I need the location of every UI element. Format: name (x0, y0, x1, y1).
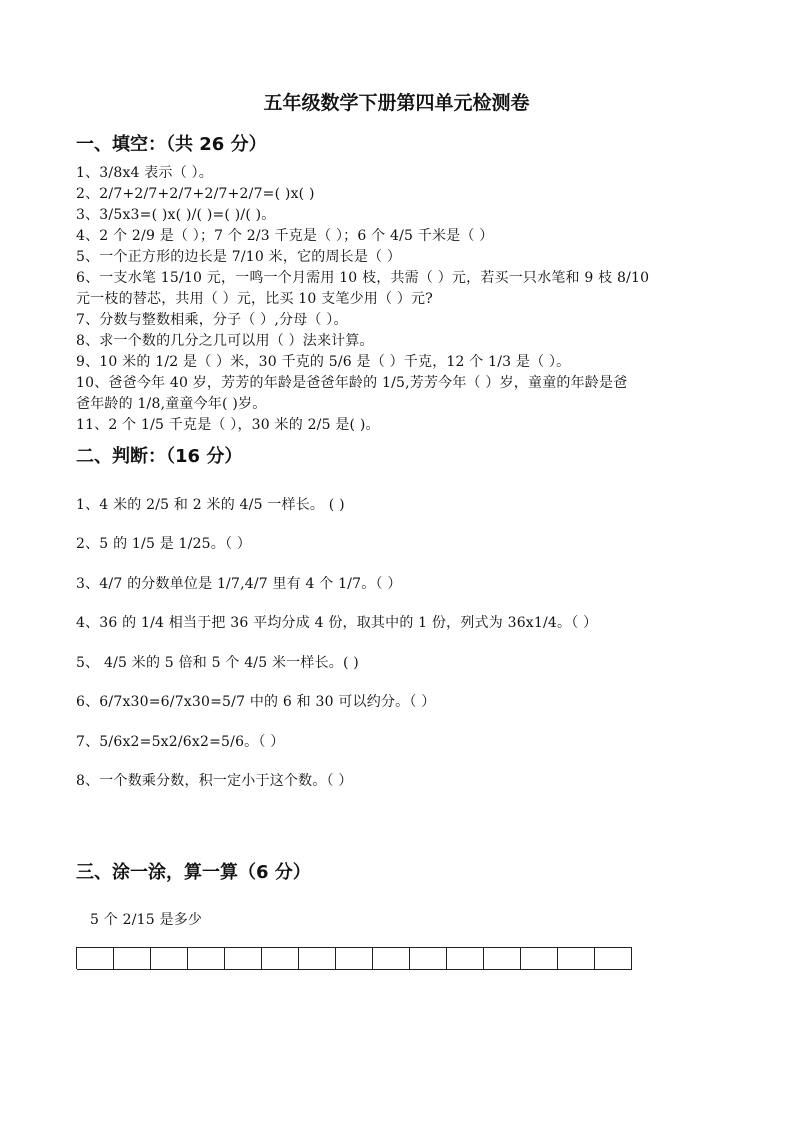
grid-cell[interactable] (188, 947, 225, 970)
grid-cell[interactable] (77, 947, 114, 970)
question-line: 6、一支水笔 15/10 元，一鸣一个月需用 10 枝，共需（ ）元，若买一只水笔和 9 枝 8/10 (76, 270, 650, 286)
grid-cell[interactable] (558, 947, 595, 970)
grid-cell[interactable] (262, 947, 299, 970)
question-line: 5、一个正方形的边长是 7/10 米，它的周长是（ ） (76, 249, 402, 265)
grid-cell[interactable] (336, 947, 373, 970)
grid-cell[interactable] (595, 947, 632, 970)
grid-cell[interactable] (521, 947, 558, 970)
question-line: 3、3/5x3=( )x( )/( )=( )/( )。 (76, 207, 276, 223)
judgment-item: 2、5 的 1/5 是 1/25。（ ） (76, 536, 252, 552)
question-line: 7、分数与整数相乘，分子（ ）,分母（ ）。 (76, 312, 348, 328)
judgment-item: 1、4 米的 2/5 和 2 米的 4/5 一样长。 ( ) (76, 497, 345, 513)
question-line: 爸年龄的 1/8,童童今年( )岁。 (76, 396, 267, 412)
judgment-item: 5、 4/5 米的 5 倍和 5 个 4/5 米一样长。( ) (76, 655, 359, 671)
grid-cell[interactable] (151, 947, 188, 970)
question-line: 2、2/7+2/7+2/7+2/7+2/7=( )x( ) (76, 186, 315, 202)
question-line: 10、爸爸今年 40 岁，芳芳的年龄是爸爸年龄的 1/5,芳芳今年（ ）岁，童童的年龄是爸 (76, 375, 628, 391)
grid-cell[interactable] (410, 947, 447, 970)
grid-cell[interactable] (299, 947, 336, 970)
question-line: 元一枝的替芯，共用（ ）元，比买 10 支笔少用（ ）元? (76, 291, 433, 307)
question-line: 4、2 个 2/9 是（ ）；7 个 2/3 千克是（ ）；6 个 4/5 千米是（ ） (76, 228, 494, 244)
judgment-item: 4、36 的 1/4 相当于把 36 平均分成 4 份，取其中的 1 份，列式为 36x1/4。（ ） (76, 615, 598, 631)
judgment-item: 8、一个数乘分数，积一定小于这个数。（ ） (76, 773, 353, 789)
question-line: 1、3/8x4 表示（ ）。 (76, 165, 213, 181)
question-line: 8、求一个数的几分之几可以用（ ）法来计算。 (76, 333, 374, 349)
grid-cell[interactable] (373, 947, 410, 970)
question-line: 9、10 米的 1/2 是（ ）米，30 千克的 5/6 是（ ）千克，12 个 1/3 是（ ）。 (76, 354, 571, 370)
question-line: 11、2 个 1/5 千克是（ ），30 米的 2/5 是( )。 (76, 417, 380, 433)
shading-grid (76, 947, 632, 969)
section-heading-true-false: 二、判断：（16 分） (76, 446, 243, 467)
judgment-item: 6、6/7x30=6/7x30=5/7 中的 6 和 30 可以约分。（ ） (76, 694, 436, 710)
judgment-item: 7、5/6x2=5x2/6x2=5/6。（ ） (76, 734, 285, 750)
section-heading-fill-blanks: 一、填空：（共 26 分） (76, 134, 267, 155)
grid-cell[interactable] (114, 947, 151, 970)
grid-cell[interactable] (225, 947, 262, 970)
judgment-item: 3、4/7 的分数单位是 1/7,4/7 里有 4 个 1/7。（ ） (76, 576, 402, 592)
section-heading-shade-calc: 三、涂一涂，算一算（6 分） (76, 862, 311, 883)
grid-cell[interactable] (447, 947, 484, 970)
shade-question: 5 个 2/15 是多少 (90, 912, 203, 928)
grid-cell[interactable] (484, 947, 521, 970)
page-title: 五年级数学下册第四单元检测卷 (263, 92, 530, 114)
